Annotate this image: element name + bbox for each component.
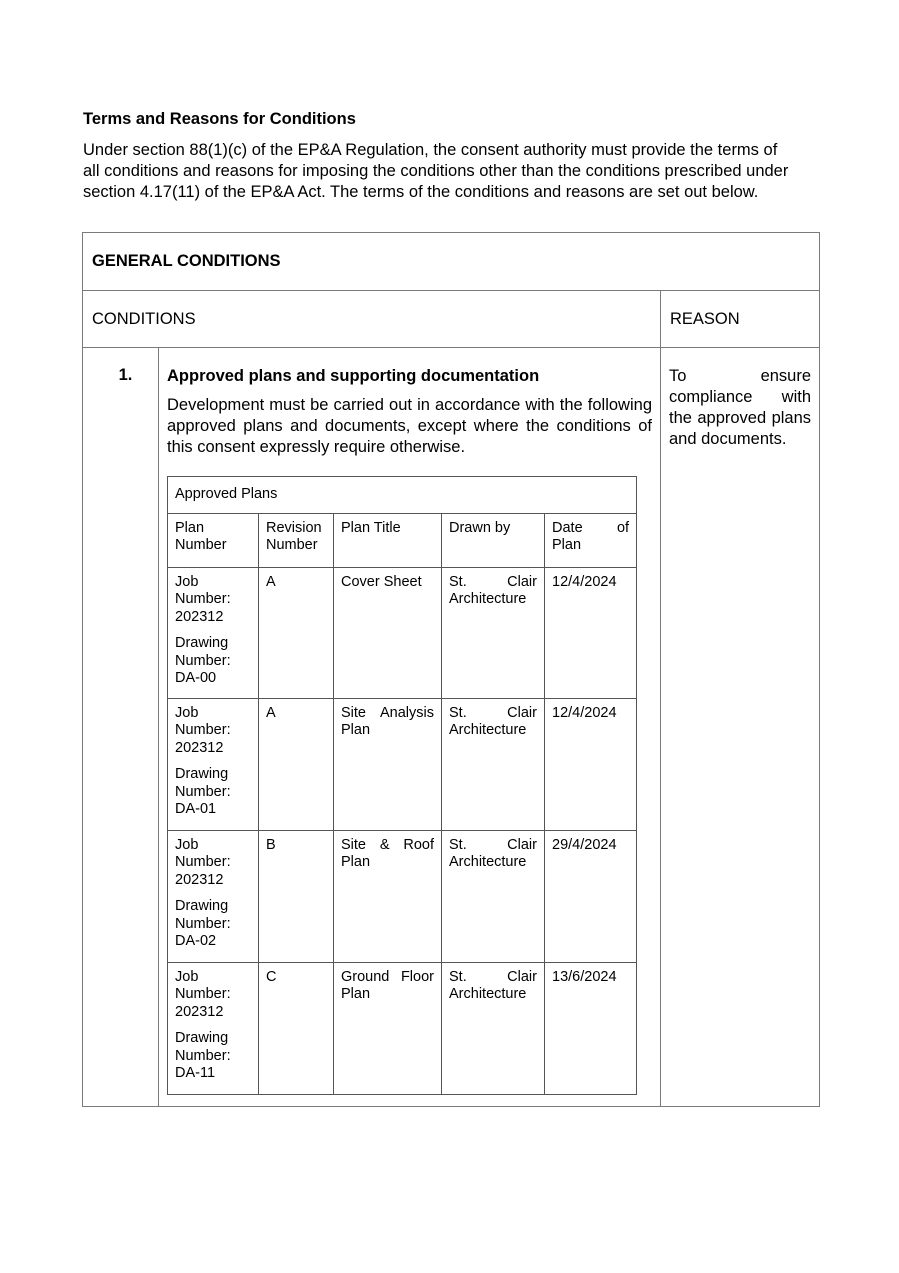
revision-cell: A [259,698,334,830]
section-heading: Terms and Reasons for Conditions [83,110,356,128]
condition-row [83,348,820,1107]
condition-content [159,348,661,1107]
drawing-number: Drawing Number: DA-11 [175,1030,231,1081]
condition-body: Development must be carried out in accordance with the following approved plans and documents, except where the conditions of this consent expressly require otherwise. [167,396,652,456]
header-date-of-plan: Date of Plan [545,513,637,567]
condition-number: 1. [83,348,159,1107]
date-cell: 29/4/2024 [545,830,637,962]
reason-column-header: REASON [661,291,820,348]
date-cell: 13/6/2024 [545,962,637,1094]
table-row [168,830,637,962]
job-number: Job Number: 202312 [175,968,231,1020]
plan-number-cell [168,698,259,830]
drawn-by-cell: St. Clair Architecture [442,830,545,962]
revision-cell: C [259,962,334,1094]
header-drawn-by: Drawn by [442,513,545,567]
date-cell: 12/4/2024 [545,698,637,830]
conditions-column-header: CONDITIONS [83,291,661,348]
job-number: Job Number: 202312 [175,836,231,888]
drawn-by-cell: St. Clair Architecture [442,698,545,830]
drawn-by-cell: St. Clair Architecture [442,962,545,1094]
revision-cell: A [259,567,334,698]
header-plan-number: Plan Number [168,513,259,567]
section-title-row [83,233,820,291]
approved-plans-caption-row [168,477,637,514]
header-plan-title: Plan Title [334,513,442,567]
plan-title-cell: Cover Sheet [334,567,442,698]
revision-cell: B [259,830,334,962]
conditions-table [82,232,820,1107]
drawing-number: Drawing Number: DA-00 [175,635,231,686]
plans-header-row [168,513,637,567]
approved-plans-table [167,476,637,1095]
drawn-by-cell: St. Clair Architecture [442,567,545,698]
table-row [168,698,637,830]
column-header-row [83,291,820,348]
approved-plans-caption: Approved Plans [168,477,637,514]
drawing-number: Drawing Number: DA-01 [175,766,231,817]
intro-paragraph: Under section 88(1)(c) of the EP&A Regulation, the consent authority must provide the terms of all conditions and reasons for imposing the conditions other than the conditions prescribed under section 4.17(11) of the EP&A Act. The terms of the conditions and reasons are set out below. [83,141,789,201]
plan-number-cell [168,830,259,962]
table-row [168,567,637,698]
job-number: Job Number: 202312 [175,704,231,756]
header-revision-number: Revision Number [259,513,334,567]
plan-title-cell: Site Analysis Plan [334,698,442,830]
general-conditions-title: GENERAL CONDITIONS [83,233,820,291]
condition-title: Approved plans and supporting documentation [167,367,540,385]
plan-number-cell [168,567,259,698]
job-number: Job Number: 202312 [175,573,231,625]
condition-reason: To ensure compliance with the approved plans and documents. [661,348,820,1107]
plan-title-cell: Ground Floor Plan [334,962,442,1094]
drawing-number: Drawing Number: DA-02 [175,898,231,949]
plan-title-cell: Site & Roof Plan [334,830,442,962]
plan-number-cell [168,962,259,1094]
date-cell: 12/4/2024 [545,567,637,698]
table-row [168,962,637,1094]
